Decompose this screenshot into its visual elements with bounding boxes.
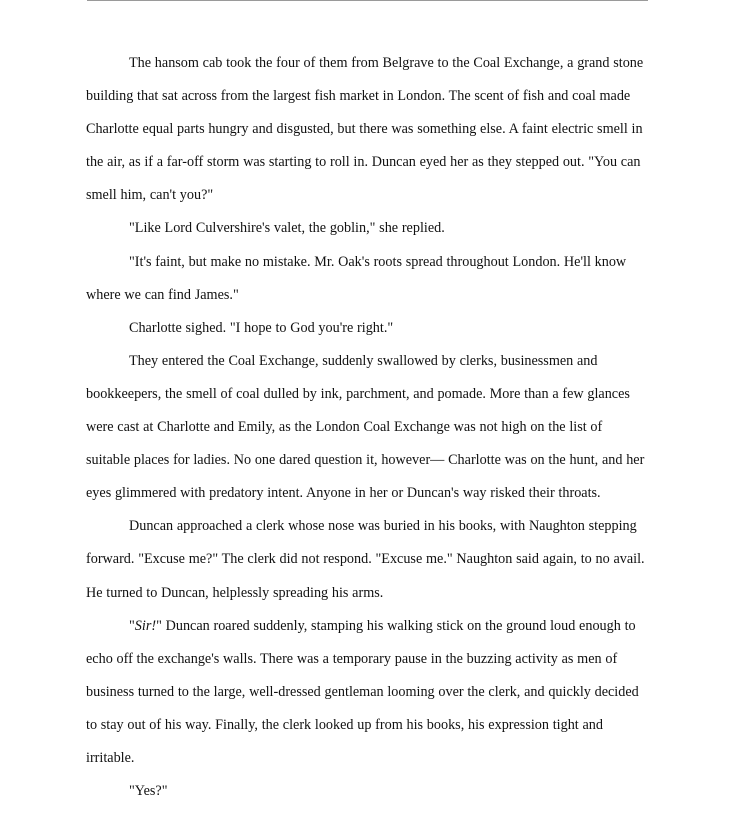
paragraph-2: "Like Lord Culvershire's valet, the goblin," she replied. <box>129 220 445 237</box>
paragraph-6: Duncan approached a clerk whose nose was buried in his books, with Naughton stepping forward. "Excuse me?" The clerk did not respond. "Excuse me." Naughton said again, to no avail. He turned to Duncan, helplessly spreading his arms. <box>86 518 645 601</box>
paragraph-3: "It's faint, but make no mistake. Mr. Oak's roots spread throughout London. He'll know where we can find James." <box>86 253 627 303</box>
paragraph-5: They entered the Coal Exchange, suddenly swallowed by clerks, businessmen and bookkeepers, the smell of coal dulled by ink, parchment, and pomade. More than a few glances were cast at Charlotte and Emily, as the London Coal Exchange was not high on the list of suitable places for ladies. No one dared question it, however— Charlotte was on the hunt, and her eyes glimmered with predatory intent. Anyone in her or Duncan's way risked their throats. <box>86 352 645 502</box>
paragraph-7-rest: " Duncan roared suddenly, stamping his walking stick on the ground loud enough to echo off the exchange's walls. There was a temporary pause in the buzzing activity as men of business turned to the large, well-dressed gentleman looming over the clerk, and quickly decided to stay out of his way. Finally, the clerk looked up from his books, his expression tight and irritable. <box>86 617 639 766</box>
page-top-edge <box>87 0 648 1</box>
paragraph-8: "Yes?" <box>129 783 168 800</box>
document-page <box>86 47 648 808</box>
paragraph-1: The hansom cab took the four of them from Belgrave to the Coal Exchange, a grand stone building that sat across from the largest fish market in London. The scent of fish and coal made Charlotte equal parts hungry and disgusted, but there was something else. A faint electric smell in the air, as if a far-off storm was starting to roll in. Duncan eyed her as they stepped out. "You can smell him, can't you?" <box>86 55 644 204</box>
paragraph-7-italic-word: Sir! <box>134 617 157 634</box>
paragraph-4: Charlotte sighed. "I hope to God you're right." <box>129 319 394 336</box>
paragraph-7 <box>86 610 648 775</box>
paragraph-7-open-quote: " <box>129 617 135 634</box>
